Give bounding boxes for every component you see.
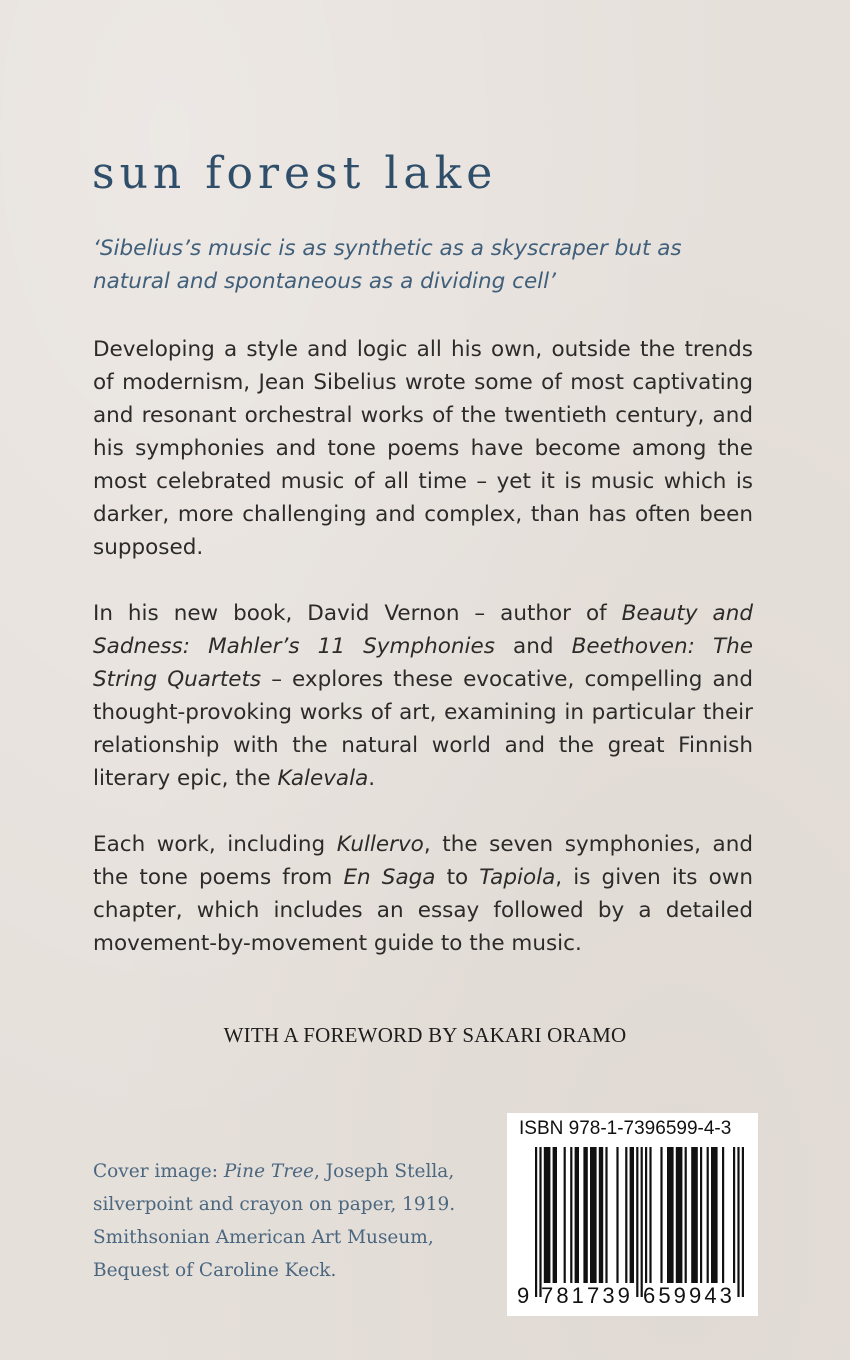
credit-museum: Smithsonian American Art Museum, [93,1227,434,1248]
work-title-tapiola: Tapiola [479,865,556,890]
barcode-bar [590,1147,597,1283]
barcode-bar [575,1147,579,1283]
text-span: , is given its own chapter, which includes an essay followed by a detailed movement-by-movement guide to the music. [93,865,753,956]
barcode-guard-bar [539,1147,541,1297]
text-span: – explores these evocative, compelling and thought-provoking works of art, examining in particular their relationship with the natural world and the great Finnish literary epic, the [93,667,753,791]
description-paragraph-2 [93,597,753,795]
barcode-bar [583,1147,587,1283]
credit-bequest: Bequest of Caroline Keck. [93,1260,337,1281]
text-span: and [494,634,572,659]
barcode-guard-bar [636,1147,638,1297]
text-span: to [435,865,480,890]
barcode-bar [625,1147,627,1283]
barcode-bar [667,1147,674,1283]
barcode-lead-digit: 9 [517,1283,530,1308]
book-title: sun forest lake [92,148,498,199]
barcode-guard-bar [742,1147,744,1297]
barcode-bar [570,1147,572,1283]
book-title-mahler: Beauty and Sadness: Mahler’s 11 Symphonies [93,601,754,659]
barcode-bar [700,1147,702,1283]
book-title-beethoven: Beethoven: The String Quartets [93,634,753,692]
barcode-bar [599,1147,603,1283]
barcode-bar [711,1147,718,1283]
barcode-guard-bar [737,1147,739,1297]
text-span: In his new book, David Vernon – author of [93,601,622,626]
barcode-right-digits: 659943 [643,1283,736,1308]
barcode-bar [660,1147,662,1283]
epigraph-quote: ‘Sibelius’s music is as synthetic as a skyscraper but as natural and spontaneous as a dividing cell’ [93,236,682,294]
barcode-guard-bar [641,1147,643,1297]
work-title-en-saga: En Saga [343,865,436,890]
barcode-bar [685,1147,687,1283]
barcode-bar [544,1147,551,1283]
description-paragraph-3 [93,828,753,960]
barcode-bar [645,1147,647,1283]
barcode-bar [553,1147,557,1283]
cover-image-credit [93,1155,493,1287]
isbn-barcode [507,1113,758,1316]
barcode-left-digits: 781739 [541,1283,634,1308]
barcode-bar [649,1147,651,1283]
description-paragraph-1: Developing a style and logic all his own, outside the trends of modernism, Jean Sibelius wrote some of most captivating and resonant orchestral works of the twentieth century, and his symphonies and tone poems have become among the most celebrated music of all time – yet it is music which is darker, more challenging and complex, than has often been supposed. [93,337,753,560]
credit-medium: silverpoint and crayon on paper, 1919. [93,1194,456,1215]
barcode-bar [616,1147,618,1283]
barcode-bar [733,1147,735,1283]
text-span: , the seven symphonies, and the tone poems from [93,832,753,890]
barcode-bar [605,1147,607,1283]
barcode-bar [676,1147,683,1283]
text-span: . [368,766,376,791]
barcode-bar [630,1147,634,1283]
credit-artist: , Joseph Stella, [314,1161,455,1182]
barcode-bar [564,1147,566,1283]
barcode-bar [722,1147,724,1283]
work-title-kullervo: Kullervo [336,832,424,857]
barcode-bar [691,1147,698,1283]
isbn-number: ISBN 978-1-7396599-4-3 [519,1118,732,1139]
foreword-credit: WITH A FOREWORD BY SAKARI ORAMO [223,1023,627,1047]
credit-label: Cover image: [93,1161,224,1182]
barcode-bar [707,1147,709,1283]
work-title-kalevala: Kalevala [277,766,369,791]
text-span: Each work, including [93,832,337,857]
barcode-guard-bar [535,1147,537,1297]
artwork-title: Pine Tree [223,1161,314,1182]
